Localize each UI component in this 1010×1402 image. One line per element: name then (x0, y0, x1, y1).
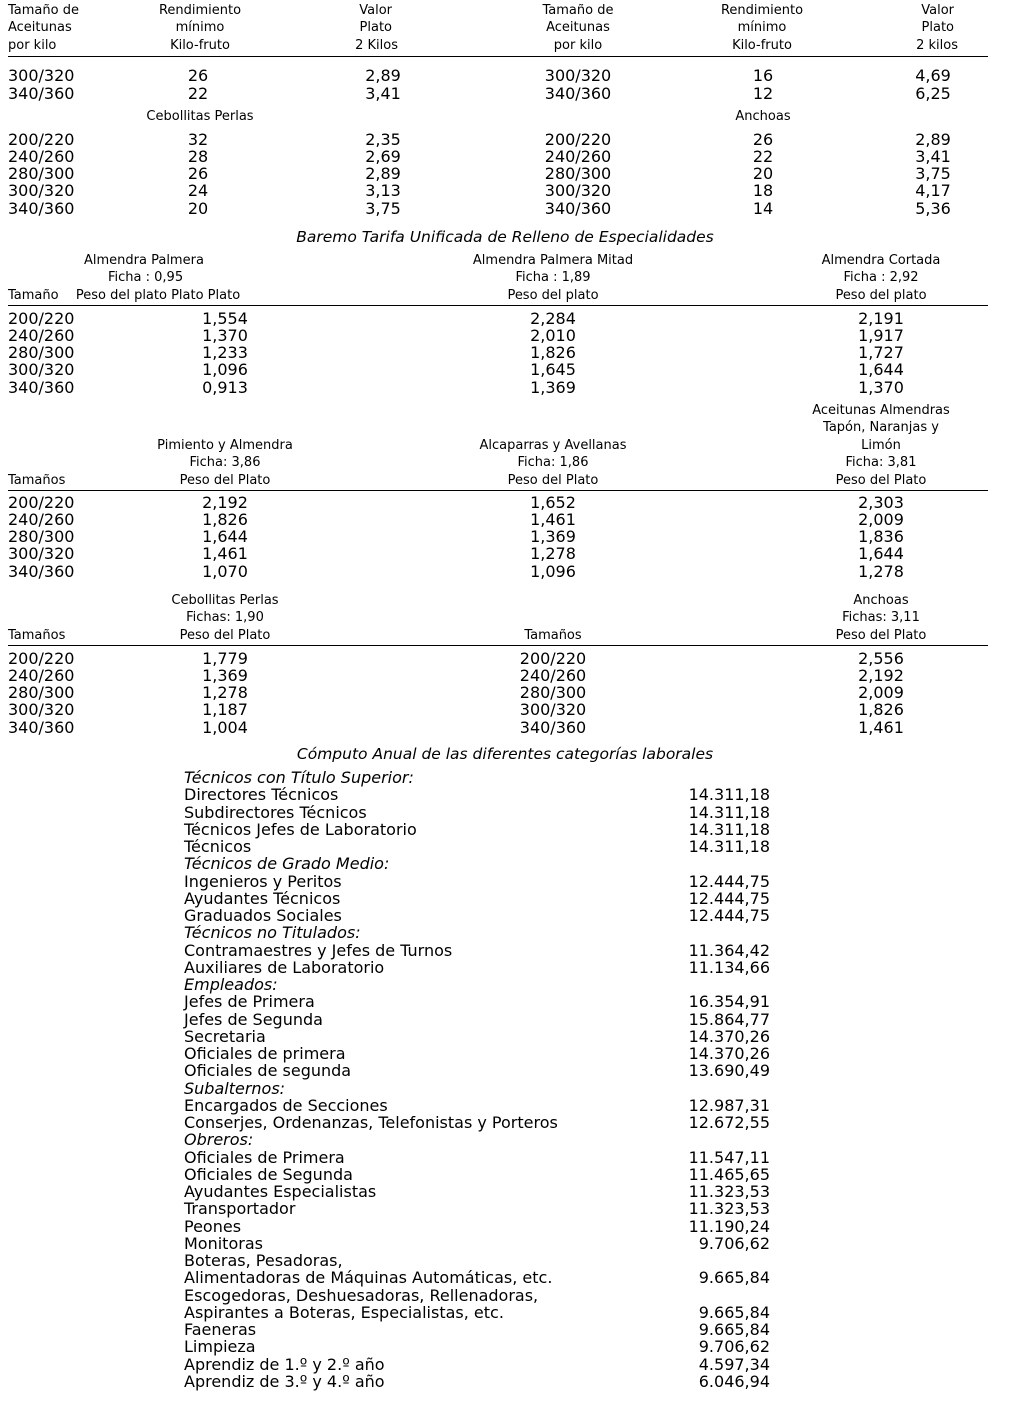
table-cell: 1,652 (530, 492, 576, 512)
category-row (184, 942, 774, 959)
table-cell: 340/360 (8, 377, 75, 397)
b1-col1-header: Tamaño de Aceitunas por kilo (8, 3, 79, 53)
table-cell: 20 (187, 198, 209, 218)
category-label: Subdirectores Técnicos (184, 802, 367, 822)
category-label: Contramaestres y Jefes de Turnos (184, 940, 453, 960)
table-cell: 1,644 (858, 544, 904, 564)
table-cell: 200/220 (8, 129, 75, 149)
b2-col3-header: Almendra Cortada Ficha : 2,92 Peso del plato (821, 253, 941, 303)
table-cell: 280/300 (544, 164, 612, 184)
category-value: 12.987,31 (688, 1095, 770, 1115)
table-cell: 1,369 (530, 527, 576, 547)
category-value: 11.465,65 (688, 1164, 770, 1184)
category-label: Ayudantes Técnicos (184, 888, 341, 908)
table-cell: 200/220 (544, 129, 612, 149)
table-cell: 3,13 (365, 181, 401, 201)
b3-col1-header: Pimiento y Almendra Ficha: 3,86 Peso del Plato (157, 437, 293, 488)
table-cell: 340/360 (8, 717, 75, 737)
table-cell: 26 (187, 164, 209, 184)
category-value: 4.597,34 (698, 1354, 770, 1374)
table-cell: 2,191 (858, 308, 904, 328)
category-label: Escogedoras, Deshuesadoras, Rellenadoras, (184, 1285, 539, 1305)
table-cell: 340/360 (8, 198, 75, 218)
table-cell: 1,779 (202, 648, 248, 668)
table-cell: 1,645 (530, 360, 576, 380)
category-row (184, 1114, 774, 1131)
table-cell: 1,826 (202, 509, 248, 529)
category-label: Faeneras (184, 1320, 257, 1339)
table-cell: 5,36 (915, 198, 951, 218)
table-cell: 2,69 (365, 146, 401, 166)
category-row (184, 1269, 774, 1286)
category-label: Técnicos (184, 837, 252, 856)
b1-subtitle-left: Cebollitas Perlas (146, 109, 254, 124)
category-value: 12.672,55 (688, 1113, 770, 1132)
table-cell: 280/300 (8, 527, 75, 547)
category-row (184, 1028, 774, 1045)
table-cell: 28 (187, 146, 209, 166)
table-cell: 200/220 (519, 648, 587, 668)
category-heading (184, 976, 774, 993)
table-cell: 280/300 (519, 683, 587, 703)
category-value: 11.134,66 (688, 957, 770, 977)
table-cell: 240/260 (8, 325, 75, 345)
table-cell: 4,17 (915, 181, 951, 201)
table-cell: 1,187 (202, 700, 248, 720)
category-label: Jefes de Segunda (184, 1009, 323, 1029)
b1-col4-header: Tamaño de Aceitunas por kilo (542, 3, 614, 53)
category-label: Técnicos con Título Superior: (184, 768, 414, 787)
category-label: Oficiales de Segunda (184, 1164, 353, 1184)
table-cell: 280/300 (8, 343, 75, 363)
table-cell: 300/320 (8, 544, 75, 564)
b1-rule (8, 56, 988, 57)
table-cell: 280/300 (8, 683, 75, 703)
category-row (184, 1183, 774, 1200)
category-value: 11.190,24 (688, 1216, 770, 1236)
table-cell: 240/260 (8, 665, 75, 685)
category-label: Técnicos no Titulados: (184, 923, 361, 943)
category-row (184, 959, 774, 976)
b3-col2-header: Alcaparras y Avellanas Ficha: 1,86 Peso del Plato (479, 437, 627, 488)
category-label: Graduados Sociales (184, 906, 342, 925)
table-cell: 1,004 (202, 717, 248, 737)
category-value: 11.323,53 (688, 1199, 770, 1219)
b1-subtitle-right: Anchoas (735, 109, 791, 124)
category-label: Auxiliares de Laboratorio (184, 957, 385, 977)
category-row (184, 1166, 774, 1183)
table-cell: 2,89 (365, 164, 401, 184)
table-cell: 2,009 (858, 683, 904, 703)
category-label: Jefes de Primera (184, 992, 315, 1012)
category-row (184, 786, 774, 803)
category-heading (184, 855, 774, 872)
category-label: Técnicos de Grado Medio: (184, 854, 390, 874)
category-row (184, 1321, 774, 1338)
category-label: Oficiales de segunda (184, 1061, 352, 1081)
category-value: 9.665,84 (698, 1320, 770, 1339)
category-row (184, 1373, 774, 1390)
category-value: 15.864,77 (688, 1009, 770, 1029)
b3-rule (8, 490, 988, 491)
b1-col3-header: Valor Plato 2 Kilos (355, 3, 398, 53)
category-value: 16.354,91 (688, 992, 770, 1012)
title-baremo: Baremo Tarifa Unificada de Relleno de Especialidades (296, 228, 714, 246)
b2-rule (8, 305, 988, 306)
table-cell: 2,303 (858, 492, 904, 512)
category-value: 14.311,18 (688, 837, 770, 856)
table-cell: 1,369 (202, 665, 248, 685)
table-cell: 2,89 (915, 129, 951, 149)
category-row (184, 873, 774, 890)
category-row (184, 1062, 774, 1079)
table-cell: 2,192 (202, 492, 248, 512)
category-label: Subalternos: (184, 1078, 286, 1098)
table-cell: 1,278 (202, 683, 248, 703)
category-label: Ayudantes Especialistas (184, 1182, 377, 1201)
category-row (184, 907, 774, 924)
table-cell: 3,75 (915, 164, 951, 184)
category-row (184, 1045, 774, 1062)
table-cell: 1,826 (530, 343, 576, 363)
category-label: Directores Técnicos (184, 785, 339, 805)
category-value: 13.690,49 (688, 1061, 770, 1081)
category-row (184, 838, 774, 855)
category-label: Técnicos Jefes de Laboratorio (184, 819, 417, 839)
table-cell: 2,009 (858, 509, 904, 529)
table-cell: 1,461 (530, 509, 576, 529)
table-cell: 1,461 (858, 717, 904, 737)
table-cell: 300/320 (519, 700, 587, 720)
category-value: 9.706,62 (698, 1233, 770, 1253)
table-cell: 1,370 (202, 325, 248, 345)
category-heading (184, 1080, 774, 1097)
category-label: Limpieza (184, 1337, 256, 1357)
category-value: 9.706,62 (698, 1337, 770, 1357)
category-label: Oficiales de Primera (184, 1147, 345, 1167)
table-cell: 240/260 (8, 509, 75, 529)
b4-size-label: Tamaños (8, 627, 66, 643)
table-cell: 2,35 (365, 129, 401, 149)
table-cell: 0,913 (202, 377, 248, 397)
b1-col2-header: Rendimiento mínimo Kilo-fruto (158, 3, 242, 53)
table-cell: 340/360 (544, 198, 612, 218)
category-heading (184, 769, 774, 786)
category-value: 14.311,18 (688, 802, 770, 822)
category-row (184, 1304, 774, 1321)
table-cell: 3,75 (365, 198, 401, 218)
table-cell: 1,836 (858, 527, 904, 547)
b4-col1-header: Cebollitas Perlas Fichas: 1,90 Peso del Plato (171, 593, 279, 643)
category-value: 14.311,18 (688, 785, 770, 805)
table-cell: 1,278 (530, 544, 576, 564)
table-cell: 240/260 (8, 146, 75, 166)
table-cell: 340/360 (8, 561, 75, 581)
category-row (184, 1252, 774, 1269)
table-cell: 2,284 (530, 308, 576, 328)
b4-col2-header: Tamaños (524, 627, 582, 643)
table-cell: 24 (187, 181, 209, 201)
category-value: 14.370,26 (688, 1026, 770, 1046)
category-label: Obreros: (184, 1130, 254, 1150)
b2-size-label: Tamaño (8, 287, 59, 303)
category-label: Monitoras (184, 1233, 263, 1253)
table-cell: 200/220 (8, 648, 75, 668)
table-cell: 1,096 (202, 360, 248, 380)
table-cell: 300/320 (544, 181, 612, 201)
table-cell: 1,070 (202, 561, 248, 581)
table-cell: 1,917 (858, 325, 904, 345)
table-cell: 2,192 (858, 665, 904, 685)
b3-col3-header: Aceitunas Almendras Tapón, Naranjas y Limón Ficha: 3,81 Peso del Plato (812, 403, 950, 488)
category-heading (184, 924, 774, 941)
table-cell: 20 (752, 164, 774, 184)
category-label: Oficiales de primera (184, 1044, 346, 1063)
category-row (184, 821, 774, 838)
category-value: 6.046,94 (698, 1371, 770, 1391)
table-cell: 18 (752, 181, 774, 201)
category-value: 9.665,84 (698, 1268, 770, 1288)
category-label: Transportador (184, 1199, 296, 1219)
b1-col5-header: Rendimiento mínimo Kilo-fruto (720, 3, 804, 53)
table-cell: 14 (752, 198, 774, 218)
table-cell: 1,369 (530, 377, 576, 397)
category-row (184, 1356, 774, 1373)
title-computo: Cómputo Anual de las diferentes categorías laborales (296, 745, 714, 763)
table-cell: 1,233 (202, 343, 248, 363)
b4-rule (8, 645, 988, 646)
table-cell: 280/300 (8, 164, 75, 184)
category-label: Boteras, Pesadoras, (184, 1251, 343, 1270)
table-cell: 1,826 (858, 700, 904, 720)
category-value: 12.444,75 (688, 888, 770, 908)
table-cell: 1,727 (858, 343, 904, 363)
category-label: Alimentadoras de Máquinas Automáticas, etc. (184, 1268, 553, 1288)
category-row (184, 890, 774, 907)
category-row (184, 1287, 774, 1304)
table-cell: 1,644 (202, 527, 248, 547)
category-label: Ingenieros y Peritos (184, 871, 342, 891)
category-row (184, 1200, 774, 1217)
category-row (184, 1218, 774, 1235)
category-heading (184, 1131, 774, 1148)
category-label: Peones (184, 1216, 242, 1236)
category-value: 12.444,75 (688, 871, 770, 891)
b4-col3-header: Anchoas Fichas: 3,11 Peso del Plato (835, 593, 927, 643)
category-value: 11.547,11 (688, 1147, 770, 1167)
b2-col1-header: Almendra Palmera Ficha : 0,95 Peso del plato Plato Plato (75, 253, 241, 303)
table-cell: 200/220 (8, 492, 75, 512)
category-value: 14.311,18 (688, 819, 770, 839)
category-value: 14.370,26 (688, 1044, 770, 1063)
category-label: Aprendiz de 3.º y 4.º año (184, 1371, 385, 1391)
b2-col2-header: Almendra Palmera Mitad Ficha : 1,89 Peso del plato (472, 253, 634, 303)
category-label: Conserjes, Ordenanzas, Telefonistas y Porteros (184, 1113, 558, 1132)
table-cell: 300/320 (8, 181, 75, 201)
category-value: 12.444,75 (688, 906, 770, 925)
category-label: Encargados de Secciones (184, 1095, 388, 1115)
category-value: 11.364,42 (688, 940, 770, 960)
category-label: Secretaria (184, 1026, 266, 1046)
category-row (184, 1149, 774, 1166)
category-value: 11.323,53 (688, 1182, 770, 1201)
category-row (184, 1338, 774, 1355)
table-cell: 22 (752, 146, 774, 166)
category-label: Aprendiz de 1.º y 2.º año (184, 1354, 385, 1374)
table-cell: 340/360 (519, 717, 587, 737)
category-row (184, 993, 774, 1010)
table-cell: 1,644 (858, 360, 904, 380)
b3-size-label: Tamaños (8, 472, 66, 488)
category-label: Aspirantes a Boteras, Especialistas, etc. (184, 1302, 504, 1322)
table-cell: 300/320 (8, 360, 75, 380)
category-row (184, 1235, 774, 1252)
category-row (184, 1097, 774, 1114)
table-cell: 240/260 (544, 146, 612, 166)
table-cell: 240/260 (519, 665, 587, 685)
table-cell: 3,41 (915, 146, 951, 166)
category-row (184, 1011, 774, 1028)
table-cell: 1,370 (858, 377, 904, 397)
table-cell: 1,278 (858, 561, 904, 581)
table-cell: 300/320 (8, 700, 75, 720)
table-cell: 1,554 (202, 308, 248, 328)
table-cell: 32 (187, 129, 209, 149)
table-cell: 1,096 (530, 561, 576, 581)
table-cell: 1,461 (202, 544, 248, 564)
table-cell: 200/220 (8, 308, 75, 328)
b1-col6-header: Valor Plato 2 kilos (916, 3, 958, 53)
table-cell: 26 (752, 129, 774, 149)
table-cell: 2,556 (858, 648, 904, 668)
category-row (184, 804, 774, 821)
category-label: Empleados: (184, 975, 278, 994)
category-value: 9.665,84 (698, 1302, 770, 1322)
table-cell: 2,010 (530, 325, 576, 345)
